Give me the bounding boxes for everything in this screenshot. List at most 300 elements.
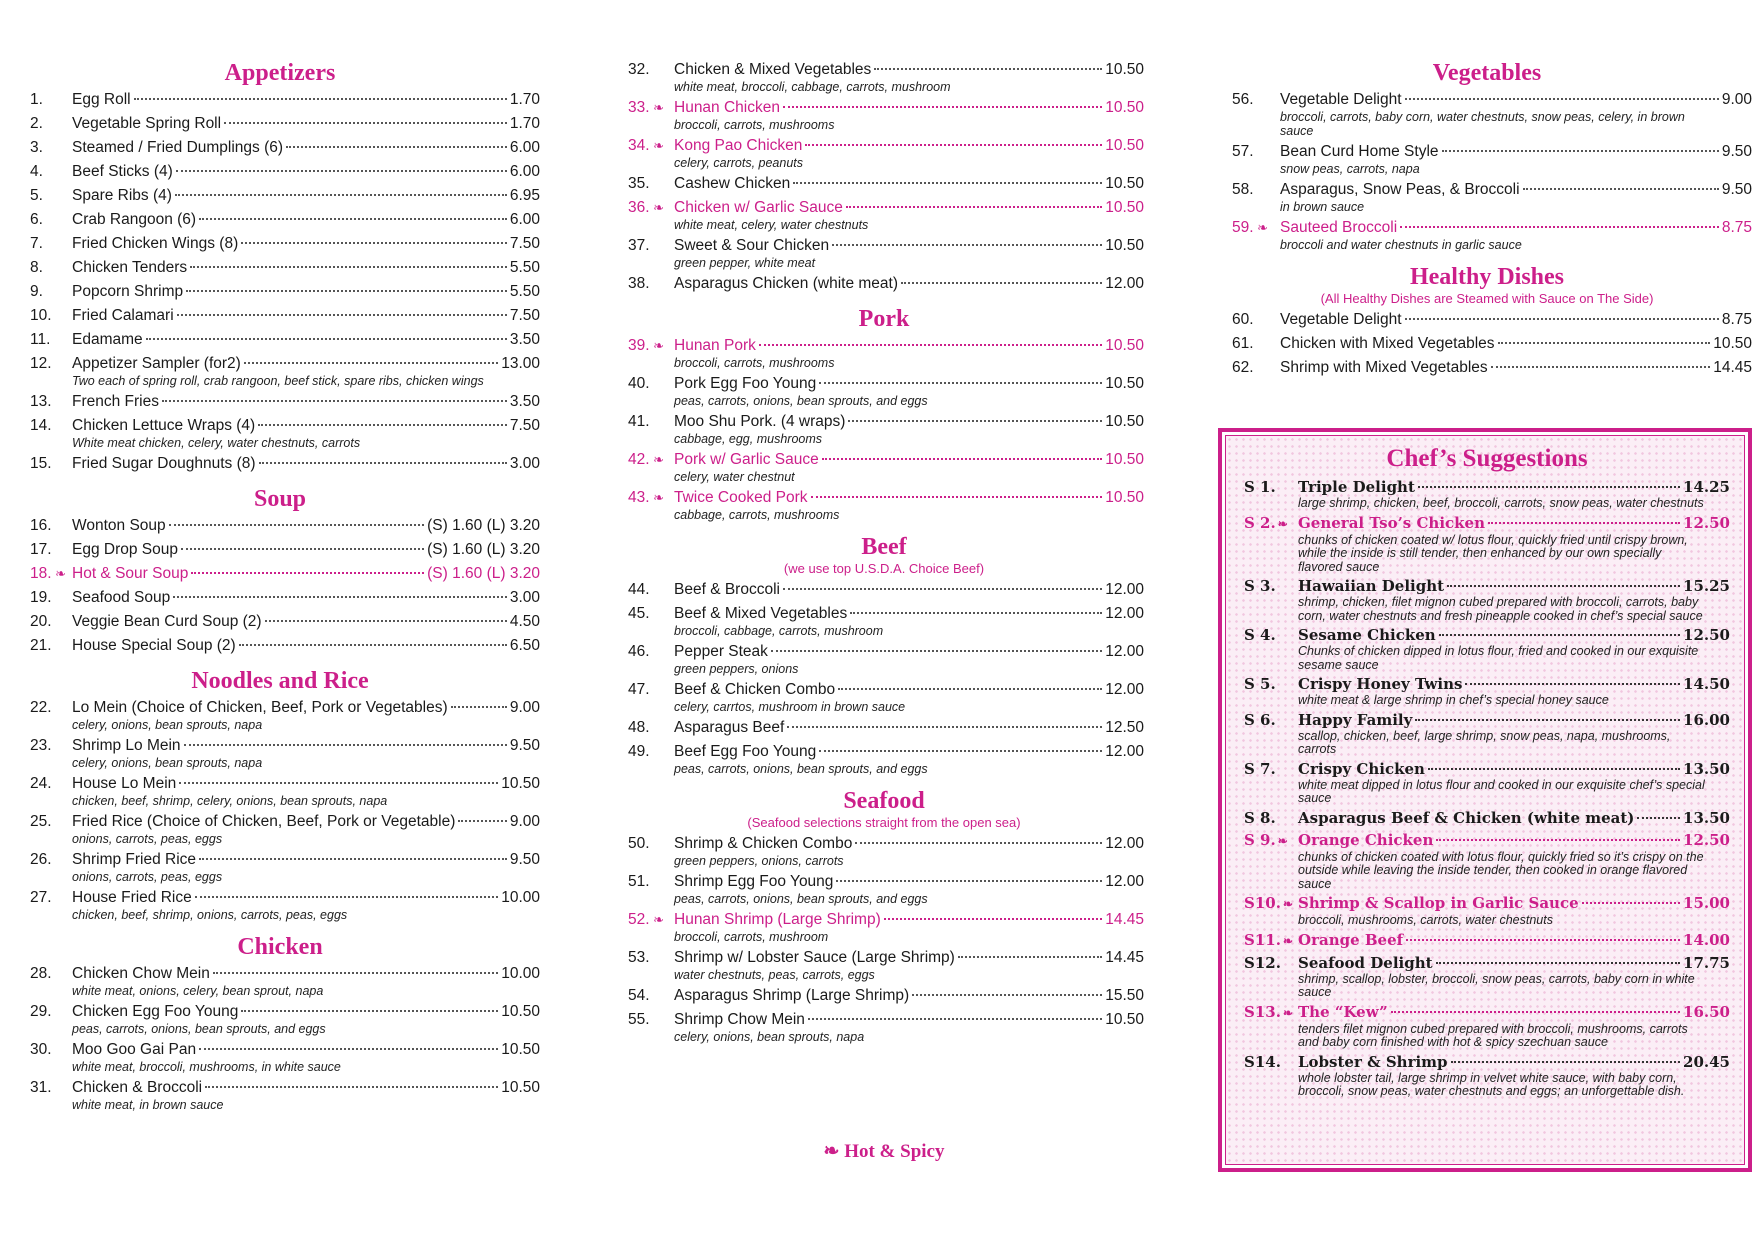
item-description: white meat, onions, celery, bean sprout, napa xyxy=(72,984,324,998)
chef-item-line xyxy=(1244,577,1730,596)
dot-leader xyxy=(783,106,1102,108)
menu-item-line xyxy=(20,330,540,350)
menu-item xyxy=(20,888,540,922)
item-number: 3. xyxy=(30,139,43,156)
item-number: 31. xyxy=(30,1079,52,1096)
item-description: broccoli, carrots, mushroom xyxy=(674,930,829,944)
item-name: Chicken w/ Garlic Sauce xyxy=(674,199,843,216)
item-number: 49. xyxy=(628,743,650,760)
menu-item xyxy=(1222,310,1752,330)
pepper-leaf-icon: ❧ xyxy=(823,1141,840,1162)
chef-item-number: S 9. ❧ xyxy=(1244,831,1298,851)
chef-item-line xyxy=(1244,1053,1730,1072)
item-price: 10.50 xyxy=(1105,489,1144,506)
item-description: cabbage, egg, mushrooms xyxy=(674,432,823,446)
dot-leader xyxy=(1436,962,1680,964)
item-price: 9.50 xyxy=(509,851,540,868)
chef-item-description: chunks of chicken coated with lotus flour, quickly fried so it’s crispy on the outside while leaving the inside tender, then cooked in orange flavored sauce xyxy=(1298,849,1704,891)
chef-item-name: Triple Delight xyxy=(1298,478,1415,496)
menu-item xyxy=(624,412,1144,446)
dot-leader xyxy=(793,182,1102,184)
menu-item-line xyxy=(624,488,1144,508)
item-price: 12.00 xyxy=(1105,681,1144,698)
item-price: 12.50 xyxy=(1105,719,1144,736)
item-price: 10.50 xyxy=(1105,175,1144,192)
menu-item-line xyxy=(1222,358,1752,378)
item-name: Pork w/ Garlic Sauce xyxy=(674,451,819,468)
item-name: Hunan Pork xyxy=(674,337,756,354)
item-number: 55. xyxy=(628,1011,650,1028)
item-description: broccoli, cabbage, carrots, mushroom xyxy=(674,624,884,638)
item-price: (S) 1.60 (L) 3.20 xyxy=(427,541,540,558)
menu-item xyxy=(20,258,540,278)
item-price: 9.00 xyxy=(1721,91,1752,108)
menu-item xyxy=(1222,180,1752,214)
item-description: in brown sauce xyxy=(1280,200,1365,214)
menu-item-line xyxy=(20,138,540,158)
item-number: 28. xyxy=(30,965,52,982)
dot-leader xyxy=(787,726,1102,728)
chef-item-name: Lobster & Shrimp xyxy=(1298,1052,1448,1071)
chef-item-price: 16.50 xyxy=(1683,1002,1730,1021)
dot-leader xyxy=(199,858,507,860)
item-number: 56. xyxy=(1232,91,1254,108)
dot-leader xyxy=(783,588,1102,590)
item-name: Chicken & Broccoli xyxy=(72,1079,203,1096)
dot-leader xyxy=(190,266,507,268)
item-name: Spare Ribs (4) xyxy=(72,187,172,204)
item-number: 46. xyxy=(628,643,650,660)
menu-item-line xyxy=(20,588,540,608)
section-title: Soup xyxy=(253,486,307,512)
item-price: 10.50 xyxy=(501,1003,540,1020)
menu-item-line xyxy=(20,392,540,412)
item-name: Beef & Chicken Combo xyxy=(674,681,836,698)
item-number: 54. xyxy=(628,987,650,1004)
item-price: 9.00 xyxy=(509,699,540,716)
item-name: Bean Curd Home Style xyxy=(1280,143,1439,160)
menu-item xyxy=(624,948,1144,982)
item-name: Shrimp Chow Mein xyxy=(674,1011,805,1028)
item-description: peas, carrots, onions, bean sprouts, and eggs xyxy=(674,762,928,776)
item-name: Asparagus Chicken (white meat) xyxy=(674,275,898,292)
chef-item-description: white meat & large shrimp in chef’s special honey sauce xyxy=(1298,693,1609,707)
item-description: celery, water chestnut xyxy=(674,470,795,484)
item-price: (S) 1.60 (L) 3.20 xyxy=(427,517,540,534)
item-name: Chicken Lettuce Wraps (4) xyxy=(72,417,256,434)
menu-item xyxy=(624,198,1144,232)
item-number: 53. xyxy=(628,949,650,966)
item-price: 1.70 xyxy=(509,91,540,108)
item-number: 19. xyxy=(30,589,52,606)
item-name: Egg Drop Soup xyxy=(72,541,178,558)
menu-item-line xyxy=(20,90,540,110)
menu-item xyxy=(624,274,1144,294)
section-title: Appetizers xyxy=(224,60,336,86)
dot-leader xyxy=(1415,719,1680,721)
item-name: Vegetable Delight xyxy=(1280,311,1402,328)
item-name: Fried Sugar Doughnuts (8) xyxy=(72,455,256,472)
dot-leader xyxy=(1498,342,1711,344)
menu-item xyxy=(20,282,540,302)
dot-leader xyxy=(819,382,1102,384)
chef-item-line xyxy=(1244,760,1730,779)
chefs-suggestions-panel xyxy=(1225,435,1745,1165)
item-name: Fried Chicken Wings (8) xyxy=(72,235,239,252)
menu-item-line xyxy=(20,564,540,584)
item-description: broccoli, carrots, mushrooms xyxy=(674,356,835,370)
menu-item xyxy=(624,986,1144,1006)
dot-leader xyxy=(1406,939,1680,941)
menu-column-left xyxy=(20,60,540,1124)
menu-item-line xyxy=(624,910,1144,930)
menu-item xyxy=(20,416,540,450)
section-title: Vegetables xyxy=(1432,60,1542,86)
menu-item-line xyxy=(624,872,1144,892)
menu-item-line xyxy=(1222,310,1752,330)
item-price: 12.00 xyxy=(1105,275,1144,292)
item-description: peas, carrots, onions, bean sprouts, and eggs xyxy=(674,892,928,906)
item-number: 39. ❧ xyxy=(624,336,674,356)
chefs-suggestions-list xyxy=(1244,478,1730,1099)
menu-section xyxy=(624,306,1144,522)
dot-leader xyxy=(224,122,507,124)
item-price: 12.00 xyxy=(1105,605,1144,622)
menu-item-line xyxy=(20,698,540,718)
menu-item-line xyxy=(624,198,1144,218)
menu-item xyxy=(20,330,540,350)
chef-item-price: 15.00 xyxy=(1683,894,1730,912)
item-price: 3.50 xyxy=(509,331,540,348)
menu-item-line xyxy=(20,234,540,254)
menu-item-line xyxy=(1222,180,1752,200)
dot-leader xyxy=(808,1018,1102,1020)
chef-item-name: Hawaiian Delight xyxy=(1298,577,1445,595)
item-name: Sweet & Sour Chicken xyxy=(674,237,830,254)
item-description: celery, onions, bean sprouts, napa xyxy=(674,1030,865,1044)
chef-item-line xyxy=(1244,711,1730,730)
dot-leader xyxy=(884,918,1102,920)
item-name: Hunan Shrimp (Large Shrimp) xyxy=(674,911,881,928)
item-name: Cashew Chicken xyxy=(674,175,791,192)
item-price: 1.70 xyxy=(509,115,540,132)
item-number: 47. xyxy=(628,681,650,698)
menu-column-right xyxy=(1222,60,1752,390)
menu-item xyxy=(624,98,1144,132)
menu-item-line xyxy=(624,580,1144,600)
dot-leader xyxy=(850,612,1102,614)
item-description: celery, onions, bean sprouts, napa xyxy=(72,756,263,770)
chef-item-number: S 4. xyxy=(1244,626,1276,644)
menu-item xyxy=(20,306,540,326)
menu-item-line xyxy=(20,306,540,326)
item-price: 10.50 xyxy=(1105,61,1144,78)
item-price: 12.00 xyxy=(1105,873,1144,890)
item-name: Beef & Mixed Vegetables xyxy=(674,605,848,622)
item-description: peas, carrots, onions, bean sprouts, and eggs xyxy=(72,1022,326,1036)
item-name: Chicken Egg Foo Young xyxy=(72,1003,239,1020)
menu-item-line xyxy=(624,174,1144,194)
chef-item-price: 14.00 xyxy=(1683,930,1730,949)
item-number: 4. xyxy=(30,163,43,180)
dot-leader xyxy=(177,314,507,316)
menu-item-line xyxy=(1222,90,1752,110)
menu-item-line xyxy=(20,186,540,206)
dot-leader xyxy=(195,896,498,898)
dot-leader xyxy=(176,170,507,172)
legend-label: Hot & Spicy xyxy=(844,1141,945,1162)
dot-leader xyxy=(239,644,507,646)
menu-item xyxy=(1222,218,1752,252)
dot-leader xyxy=(1491,366,1711,368)
item-name: Shrimp Lo Mein xyxy=(72,737,181,754)
dot-leader xyxy=(912,994,1102,996)
chef-item xyxy=(1244,711,1730,757)
menu-item xyxy=(20,1040,540,1074)
menu-item xyxy=(20,612,540,632)
item-name: Chicken & Mixed Vegetables xyxy=(674,61,872,78)
item-name: Veggie Bean Curd Soup (2) xyxy=(72,613,262,630)
item-description: broccoli and water chestnuts in garlic sauce xyxy=(1280,238,1522,252)
item-price: 10.50 xyxy=(1105,1011,1144,1028)
chef-item-description: shrimp, chicken, filet mignon cubed prepared with broccoli, carrots, baby corn, water chestnuts and fresh pineapple cooked in chef’s special sauce xyxy=(1298,595,1703,623)
item-price: 15.50 xyxy=(1105,987,1144,1004)
chef-item xyxy=(1244,809,1730,828)
item-name: Chicken Tenders xyxy=(72,259,188,276)
menu-item-line xyxy=(624,1010,1144,1030)
item-price: 6.95 xyxy=(509,187,540,204)
item-price: 10.00 xyxy=(501,889,540,906)
section-title: Healthy Dishes xyxy=(1409,264,1564,290)
dot-leader xyxy=(846,206,1102,208)
item-price: 5.50 xyxy=(509,283,540,300)
item-description: white meat, in brown sauce xyxy=(72,1098,224,1112)
menu-section xyxy=(1222,264,1752,378)
chef-item xyxy=(1244,894,1730,928)
item-number: 17. xyxy=(30,541,52,558)
menu-item xyxy=(1222,358,1752,378)
dot-leader xyxy=(819,750,1102,752)
menu-section xyxy=(20,934,540,1112)
chef-item-name: Orange Chicken xyxy=(1298,830,1434,849)
menu-section xyxy=(20,668,540,922)
item-number: 33. ❧ xyxy=(624,98,674,118)
chef-item-price: 14.50 xyxy=(1683,675,1730,693)
chef-item-number: S 6. xyxy=(1244,710,1276,729)
dot-leader xyxy=(811,496,1103,498)
chef-item-number: S 1. xyxy=(1244,478,1276,496)
menu-item xyxy=(20,392,540,412)
chefs-suggestions-title: Chef’s Suggestions xyxy=(1386,445,1588,472)
item-name: Hunan Chicken xyxy=(674,99,780,116)
dot-leader xyxy=(901,282,1102,284)
item-name: House Special Soup (2) xyxy=(72,637,236,654)
dot-leader xyxy=(134,98,507,100)
item-price: 4.50 xyxy=(509,613,540,630)
menu-section xyxy=(20,486,540,656)
chef-item-line xyxy=(1244,1003,1730,1023)
item-price: 6.00 xyxy=(509,211,540,228)
menu-item xyxy=(20,1002,540,1036)
menu-item xyxy=(20,736,540,770)
item-name: Beef Egg Foo Young xyxy=(674,743,817,760)
item-number: 52. ❧ xyxy=(624,910,674,930)
dot-leader xyxy=(771,650,1102,652)
menu-item xyxy=(20,186,540,206)
item-description: Two each of spring roll, crab rangoon, beef stick, spare ribs, chicken wings xyxy=(72,374,484,388)
dot-leader xyxy=(855,842,1102,844)
chef-item-number: S10. ❧ xyxy=(1244,894,1298,914)
dot-leader xyxy=(836,880,1102,882)
menu-section xyxy=(1222,60,1752,252)
item-name: Shrimp Fried Rice xyxy=(72,851,197,868)
chef-item-line xyxy=(1244,478,1730,497)
chef-item-number: S 5. xyxy=(1244,675,1276,693)
dot-leader xyxy=(848,420,1102,422)
menu-item-line xyxy=(20,114,540,134)
item-description: White meat chicken, celery, water chestnuts, carrots xyxy=(72,436,361,450)
item-price: 12.00 xyxy=(1105,643,1144,660)
item-number: 5. xyxy=(30,187,43,204)
menu-item-line xyxy=(624,60,1144,80)
item-price: 9.50 xyxy=(1721,181,1752,198)
chef-item-name: Asparagus Beef & Chicken (white meat) xyxy=(1298,808,1635,827)
chef-item-name: General Tso’s Chicken xyxy=(1298,513,1485,532)
chef-item-name: Happy Family xyxy=(1298,710,1413,729)
item-name: Egg Roll xyxy=(72,91,131,108)
dot-leader xyxy=(241,242,507,244)
item-name: Appetizer Sampler (for2) xyxy=(72,355,241,372)
menu-item-line xyxy=(20,612,540,632)
item-description: green pepper, white meat xyxy=(674,256,816,270)
item-name: Chicken Chow Mein xyxy=(72,965,210,982)
item-description: white meat, broccoli, mushrooms, in white sauce xyxy=(72,1060,341,1074)
menu-item-line xyxy=(624,98,1144,118)
dot-leader xyxy=(1637,817,1680,819)
menu-item xyxy=(624,680,1144,714)
item-number: 29. xyxy=(30,1003,52,1020)
menu-item-line xyxy=(20,850,540,870)
menu-item xyxy=(624,604,1144,638)
menu-item-line xyxy=(624,680,1144,700)
menu-item xyxy=(624,60,1144,94)
menu-section xyxy=(20,60,540,474)
chef-item-name: Orange Beef xyxy=(1298,930,1404,949)
item-price: 10.00 xyxy=(501,965,540,982)
menu-item xyxy=(20,114,540,134)
chef-item-price: 13.50 xyxy=(1683,759,1730,778)
item-name: Edamame xyxy=(72,331,143,348)
item-description: celery, carrtos, mushroom in brown sauce xyxy=(674,700,906,714)
chef-item xyxy=(1244,760,1730,806)
menu-item-line xyxy=(1222,142,1752,162)
item-name: Beef Sticks (4) xyxy=(72,163,173,180)
chef-item-description: chunks of chicken coated w/ lotus flour, quickly fried until crispy brown, while the inside is still tender, then enhanced by our own specially flavored sauce xyxy=(1298,532,1688,574)
menu-item xyxy=(624,136,1144,170)
chef-item-number: S13. ❧ xyxy=(1244,1003,1298,1023)
chef-item-line xyxy=(1244,831,1730,851)
dot-leader xyxy=(205,1086,498,1088)
menu-item xyxy=(20,234,540,254)
item-number: 25. xyxy=(30,813,52,830)
menu-item xyxy=(624,174,1144,194)
item-number: 35. xyxy=(628,175,650,192)
menu-item-line xyxy=(20,416,540,436)
item-price: 10.50 xyxy=(1105,451,1144,468)
menu-item xyxy=(20,588,540,608)
chef-item-line xyxy=(1244,894,1730,914)
item-price: 10.50 xyxy=(501,1079,540,1096)
item-number: 7. xyxy=(30,235,43,252)
chef-item-line xyxy=(1244,675,1730,694)
chef-item-name: Shrimp & Scallop in Garlic Sauce xyxy=(1298,894,1579,912)
item-number: 37. xyxy=(628,237,650,254)
menu-item-line xyxy=(624,986,1144,1006)
chef-item-number: S14. xyxy=(1244,1052,1281,1071)
menu-item xyxy=(1222,90,1752,138)
item-number: 15. xyxy=(30,455,52,472)
chef-item-line xyxy=(1244,514,1730,534)
item-price: 10.50 xyxy=(1105,413,1144,430)
item-name: Shrimp Egg Foo Young xyxy=(674,873,834,890)
item-description: broccoli, carrots, mushrooms xyxy=(674,118,835,132)
item-price: 8.75 xyxy=(1721,311,1752,328)
item-number: 59. ❧ xyxy=(1222,218,1280,238)
menu-item-line xyxy=(624,412,1144,432)
item-number: 43. ❧ xyxy=(624,488,674,508)
item-description: onions, carrots, peas, eggs xyxy=(72,832,223,846)
dot-leader xyxy=(173,596,507,598)
dot-leader xyxy=(179,782,498,784)
chef-item-description: white meat dipped in lotus flour and cooked in our exquisite chef’s special sauce xyxy=(1298,777,1705,805)
item-number: 48. xyxy=(628,719,650,736)
chef-item xyxy=(1244,626,1730,672)
menu-section xyxy=(624,788,1144,1044)
menu-item-line xyxy=(20,774,540,794)
item-name: Pepper Steak xyxy=(674,643,768,660)
section-title: Chicken xyxy=(237,934,323,960)
menu-item-line xyxy=(624,718,1144,738)
menu-item-line xyxy=(20,454,540,474)
item-number: 62. xyxy=(1232,359,1254,376)
item-number: 45. xyxy=(628,605,650,622)
item-price: 14.45 xyxy=(1713,359,1752,376)
menu-item-line xyxy=(20,812,540,832)
item-number: 34. ❧ xyxy=(624,136,674,156)
dot-leader xyxy=(805,144,1102,146)
menu-item-line xyxy=(624,274,1144,294)
chef-item-number: S12. xyxy=(1244,953,1281,972)
chef-item-description: shrimp, scallop, lobster, broccoli, snow peas, carrots, baby corn in white sauce xyxy=(1298,971,1695,999)
menu-item xyxy=(20,138,540,158)
chef-item-line xyxy=(1244,809,1730,828)
chef-item xyxy=(1244,577,1730,623)
item-name: Chicken with Mixed Vegetables xyxy=(1280,335,1495,352)
chef-item xyxy=(1244,675,1730,708)
item-number: 6. xyxy=(30,211,43,228)
menu-item-line xyxy=(20,964,540,984)
dot-leader xyxy=(1428,768,1680,770)
item-description: chicken, beef, shrimp, celery, onions, bean sprouts, napa xyxy=(72,794,388,808)
menu-item xyxy=(624,450,1144,484)
chef-item-price: 15.25 xyxy=(1683,577,1730,595)
menu-item xyxy=(20,774,540,808)
item-number: 26. xyxy=(30,851,52,868)
item-name: Asparagus, Snow Peas, & Broccoli xyxy=(1280,181,1520,198)
item-number: 1. xyxy=(30,91,43,108)
menu-item-line xyxy=(20,636,540,656)
item-name: Asparagus Beef xyxy=(674,719,785,736)
